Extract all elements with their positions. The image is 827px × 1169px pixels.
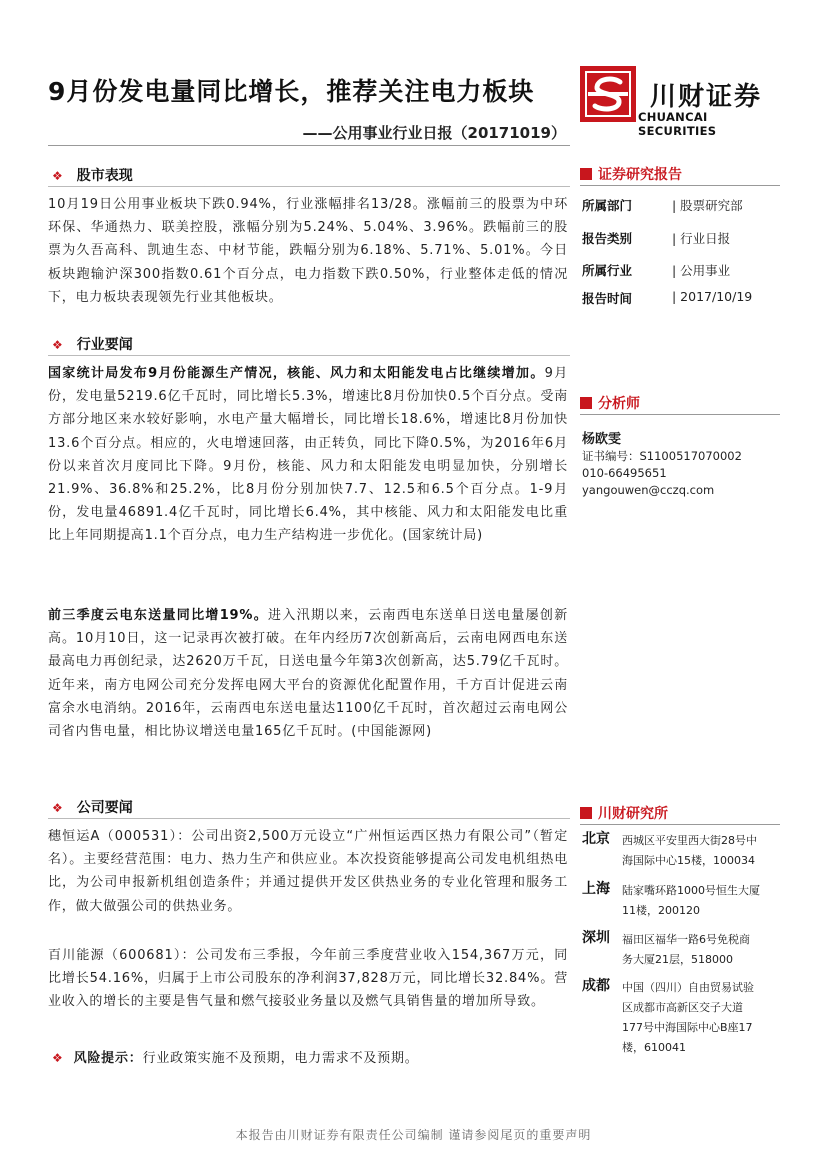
info-key-industry: 所属行业	[582, 263, 633, 278]
sidebar-heading-text: 证券研究报告	[598, 167, 682, 183]
header-divider	[48, 145, 570, 146]
office-addr-shanghai-1: 陆家嘴环路1000号恒生大厦	[622, 884, 760, 897]
sidebar-divider	[580, 185, 780, 186]
info-key-date: 报告时间	[582, 291, 633, 306]
info-value-date: | 2017/10/19	[672, 289, 753, 304]
section-heading-text: 股市表现	[76, 168, 133, 184]
report-title: 9月份发电量同比增长，推荐关注电力板块	[48, 77, 535, 106]
sidebar-heading-report	[580, 164, 682, 184]
info-value-category: | 行业日报	[672, 231, 731, 246]
info-key-department: 所属部门	[582, 198, 633, 213]
industry-p1-headline: 国家统计局发布9月份能源生产情况，核能、风力和太阳能发电占比继续增加。	[48, 366, 545, 381]
office-addr-beijing-1: 西城区平安里西大街28号中	[622, 834, 757, 847]
info-value-department: | 股票研究部	[672, 198, 743, 213]
info-key-category: 报告类别	[582, 231, 633, 246]
diamond-bullet-icon: ❖	[52, 338, 63, 352]
office-addr-chengdu-4: 楼，610041	[622, 1041, 686, 1054]
analyst-phone: 010-66495651	[582, 466, 667, 480]
office-addr-beijing-2: 海国际中心15楼，100034	[622, 854, 755, 867]
industry-p2-headline: 前三季度云电东送量同比增19%。	[48, 608, 269, 623]
info-value-industry: | 公用事业	[672, 263, 731, 278]
section-heading-text: 公司要闻	[76, 800, 133, 816]
office-city-shanghai: 上海	[582, 881, 610, 897]
square-bullet-icon	[580, 168, 592, 180]
diamond-bullet-icon: ❖	[52, 801, 63, 815]
office-addr-chengdu-3: 177号中海国际中心B座17	[622, 1021, 753, 1034]
risk-heading: 风险提示：	[73, 1051, 143, 1066]
risk-notice	[52, 1047, 419, 1066]
office-addr-shenzhen-1: 福田区福华一路6号免税商	[622, 933, 750, 946]
diamond-bullet-icon: ❖	[52, 169, 63, 183]
page-footer: 本报告由川财证券有限责任公司编制 谨请参阅尾页的重要声明	[235, 1128, 592, 1142]
section-heading-industry	[52, 334, 133, 354]
square-bullet-icon	[580, 397, 592, 409]
sidebar-divider	[580, 824, 780, 825]
office-city-chengdu: 成都	[582, 978, 610, 994]
report-subtitle: ——公用事业行业日报（20171019）	[302, 124, 566, 142]
logo-english-name: CHUANCAI SECURITIES	[638, 110, 717, 138]
sidebar-heading-text: 分析师	[598, 396, 640, 412]
office-city-beijing: 北京	[582, 831, 610, 847]
sidebar-heading-text: 川财研究所	[598, 806, 668, 822]
office-addr-shanghai-2: 11楼，200120	[622, 904, 700, 917]
office-addr-shenzhen-2: 务大厦21层，518000	[622, 953, 733, 966]
sidebar-heading-institute	[580, 803, 668, 823]
section-heading-market	[52, 165, 133, 185]
company-paragraph-1: 穗恒运A（000531）：公司出资2,500万元设立“广州恒运西区热力有限公司”（暂定名）。主要经营范围：电力、热力生产和供应业。本次投资能够提高公司发电机组热电比，为公司申报新机组创造条件；并通过提供开发区供热业务的专业化管理和服务工作，做大做强公司的供热业务。	[48, 829, 568, 914]
office-addr-chengdu-2: 区成都市高新区交子大道	[622, 1001, 743, 1014]
office-city-shenzhen: 深圳	[582, 930, 610, 946]
sidebar-divider	[580, 414, 780, 415]
industry-paragraph-2	[48, 604, 568, 743]
industry-p2-body: 进入汛期以来，云南西电东送单日送电量屡创新高。10月10日，这一记录再次被打破。在年内经历7次创新高后，云南电网西电东送最高电力再创纪录，达2620万千瓦，日送电量今年第3次创新高，达5.79亿千瓦时。近年来，南方电网公司充分发挥电网大平台的资源优化配置作用，千方百计促进云南富余水电消纳。2016年，云南西电东送电量达1100亿千瓦时，首次超过云南电网公司省内售电量，相比协议增送电量165亿千瓦时。(中国能源网)	[48, 608, 568, 740]
industry-paragraph-1	[48, 362, 568, 548]
square-bullet-icon	[580, 807, 592, 819]
company-paragraph-2: 百川能源（600681）：公司发布三季报，今年前三季度营业收入154,367万元，同比增长54.16%，归属于上市公司股东的净利润37,828万元，同比增长32.84%。营业收入的增长的主要是售气量和燃气接驳业务量以及燃气具销售量的增加所导致。	[48, 948, 568, 1010]
sidebar-heading-analyst	[580, 393, 640, 413]
analyst-name: 杨欧雯	[582, 432, 622, 447]
section-divider	[48, 355, 570, 356]
office-addr-chengdu-1: 中国（四川）自由贸易试验	[622, 981, 754, 994]
company-logo	[580, 66, 780, 136]
risk-text: 行业政策实施不及预期，电力需求不及预期。	[142, 1051, 419, 1066]
section-heading-company	[52, 797, 133, 817]
market-paragraph: 10月19日公用事业板块下跌0.94%，行业涨幅排名13/28。涨幅前三的股票为中环环保、华通热力、联美控股，涨幅分别为5.24%、5.04%、3.96%。跌幅前三的股票为久吾高科、凯迪生态、中材节能，跌幅分别为6.18%、5.71%、5.01%。今日板块跑输沪深300指数0.61个百分点，电力指数下跌0.50%，行业整体走低的情况下，电力板块表现领先行业其他板块。	[48, 197, 568, 305]
analyst-cert: 证书编号：S1100517070002	[582, 449, 742, 463]
analyst-email: yangouwen@cczq.com	[582, 483, 715, 497]
logo-mark-icon	[580, 66, 636, 122]
logo-chinese-name: 川财证券	[650, 82, 763, 112]
section-divider	[48, 818, 570, 819]
diamond-bullet-icon: ❖	[52, 1051, 64, 1065]
section-divider	[48, 186, 570, 187]
section-heading-text: 行业要闻	[76, 337, 133, 353]
industry-p1-body: 9月份，发电量5219.6亿千瓦时，同比增长5.3%，增速比8月份加快0.5个百分点。受南方部分地区来水较好影响，水电产量大幅增长，同比增长18.6%，增速比8月份加快13.6个百分点。相应的，火电增速回落，由正转负，同比下降0.5%，为2016年6月份以来首次月度同比下降。9月份，核能、风力和太阳能发电明显加快，分别增长21.9%、36.8%和25.2%，比8月份分别加快7.7、12.5和6.5个百分点。1-9月份，发电量46891.4亿千瓦时，同比增长6.4%，其中核能、风力和太阳能发电比重比上年同期提高1.1个百分点，电力生产结构进一步优化。(国家统计局)	[48, 366, 568, 544]
